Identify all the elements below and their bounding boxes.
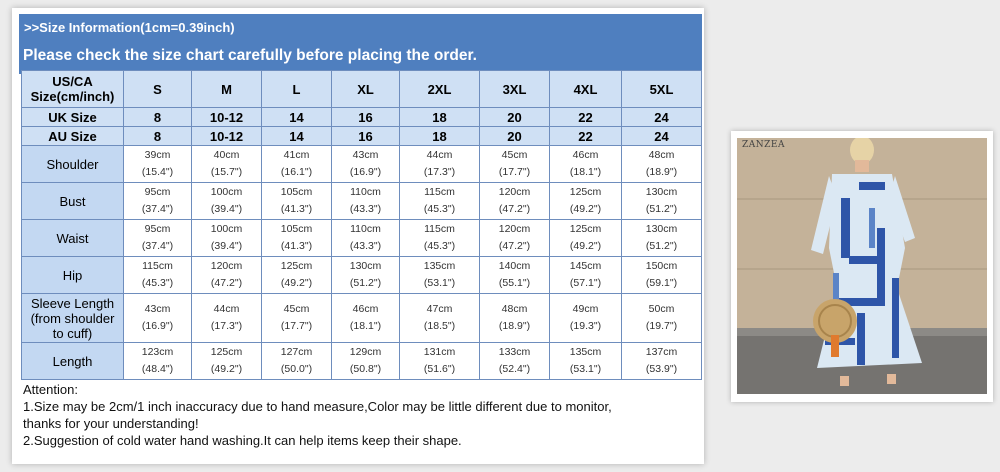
inch-value: (45.3") bbox=[141, 277, 174, 289]
measurement-label bbox=[22, 294, 124, 343]
au-size-cell: 8 bbox=[124, 127, 192, 146]
uk-size-label: UK Size bbox=[22, 108, 124, 127]
uk-size-cell: 16 bbox=[332, 108, 400, 127]
cm-value: 125cm bbox=[210, 346, 243, 358]
measurement-cell bbox=[332, 294, 400, 343]
measurement-cell bbox=[192, 183, 262, 220]
cm-value: 41cm bbox=[283, 149, 310, 161]
size-header: 5XL bbox=[622, 71, 702, 108]
measurement-cell bbox=[262, 343, 332, 380]
cm-value: 150cm bbox=[645, 260, 678, 272]
uk-size-cell: 20 bbox=[480, 108, 550, 127]
cm-value: 145cm bbox=[569, 260, 602, 272]
inch-value: (39.4") bbox=[210, 203, 243, 215]
inch-value: (49.2") bbox=[280, 277, 313, 289]
measurement-cell bbox=[124, 257, 192, 294]
size-info-title: >>Size Information(1cm=0.39inch) bbox=[24, 20, 235, 35]
inch-value: (18.9") bbox=[498, 320, 531, 332]
measurement-cell bbox=[332, 146, 400, 183]
measurement-cell bbox=[400, 183, 480, 220]
measurement-cell bbox=[622, 220, 702, 257]
measurement-row bbox=[22, 257, 702, 294]
measurement-cell bbox=[124, 183, 192, 220]
au-size-cell: 20 bbox=[480, 127, 550, 146]
inch-value: (49.2") bbox=[569, 240, 602, 252]
au-size-cell: 22 bbox=[550, 127, 622, 146]
measurement-label bbox=[22, 220, 124, 257]
cm-value: 115cm bbox=[142, 260, 173, 272]
uk-size-cell: 18 bbox=[400, 108, 480, 127]
measurement-cell bbox=[550, 220, 622, 257]
measurement-cell bbox=[192, 146, 262, 183]
inch-value: (17.3") bbox=[423, 166, 456, 178]
cm-value: 50cm bbox=[648, 303, 675, 315]
cm-value: 46cm bbox=[572, 149, 599, 161]
uk-size-cell: 10-12 bbox=[192, 108, 262, 127]
attention-heading: Attention: bbox=[23, 382, 78, 397]
attention-line-1: 1.Size may be 2cm/1 inch inaccuracy due to hand measure,Color may be little different due to monitor, bbox=[23, 399, 612, 414]
measurement-cell bbox=[262, 220, 332, 257]
au-size-cell: 10-12 bbox=[192, 127, 262, 146]
cm-value: 135cm bbox=[569, 346, 602, 358]
inch-value: (18.9") bbox=[645, 166, 678, 178]
cm-value: 129cm bbox=[349, 346, 382, 358]
inch-value: (16.9") bbox=[349, 166, 382, 178]
uk-size-cell: 24 bbox=[622, 108, 702, 127]
inch-value: (53.1") bbox=[569, 363, 602, 375]
model-dress-illustration bbox=[737, 138, 987, 394]
uk-size-cell: 22 bbox=[550, 108, 622, 127]
measurement-cell bbox=[124, 294, 192, 343]
inch-value: (43.3") bbox=[349, 203, 382, 215]
inch-value: (45.3") bbox=[423, 203, 456, 215]
cm-value: 48cm bbox=[501, 303, 528, 315]
measurement-cell bbox=[622, 257, 702, 294]
measurement-cell bbox=[550, 343, 622, 380]
size-check-notice: Please check the size chart carefully before placing the order. bbox=[23, 47, 477, 64]
cm-value: 47cm bbox=[426, 303, 453, 315]
size-header: M bbox=[192, 71, 262, 108]
measurement-cell bbox=[622, 146, 702, 183]
cm-value: 40cm bbox=[213, 149, 240, 161]
measurement-label-line: to cuff) bbox=[52, 325, 93, 341]
inch-value: (17.7") bbox=[280, 320, 313, 332]
inch-value: (15.4") bbox=[141, 166, 174, 178]
attention-line-1-cont: thanks for your understanding! bbox=[23, 416, 199, 431]
cm-value: 135cm bbox=[423, 260, 456, 272]
size-header: S bbox=[124, 71, 192, 108]
cm-value: 100cm bbox=[210, 186, 243, 198]
measurement-label-line: (from shoulder bbox=[30, 310, 115, 326]
uk-size-row bbox=[22, 108, 702, 127]
cm-value: 100cm bbox=[210, 223, 243, 235]
au-size-label: AU Size bbox=[22, 127, 124, 146]
cm-value: 39cm bbox=[144, 149, 171, 161]
au-size-row bbox=[22, 127, 702, 146]
cm-value: 130cm bbox=[645, 223, 678, 235]
cm-value: 43cm bbox=[352, 149, 379, 161]
inch-value: (16.1") bbox=[280, 166, 313, 178]
cm-value: 105cm bbox=[280, 223, 313, 235]
measurement-cell bbox=[262, 183, 332, 220]
measurement-cell bbox=[400, 220, 480, 257]
cm-value: 120cm bbox=[498, 186, 531, 198]
product-photo-frame bbox=[731, 131, 993, 402]
inch-value: (47.2") bbox=[498, 203, 531, 215]
cm-value: 125cm bbox=[569, 186, 602, 198]
au-size-cell: 18 bbox=[400, 127, 480, 146]
cm-value: 140cm bbox=[498, 260, 531, 272]
measurement-cell bbox=[480, 220, 550, 257]
inch-value: (47.2") bbox=[210, 277, 243, 289]
cm-value: 45cm bbox=[283, 303, 310, 315]
inch-value: (43.3") bbox=[349, 240, 382, 252]
inch-value: (17.7") bbox=[498, 166, 531, 178]
measurement-cell bbox=[262, 257, 332, 294]
inch-value: (51.2") bbox=[349, 277, 382, 289]
cm-value: 123cm bbox=[141, 346, 174, 358]
measurement-cell bbox=[192, 343, 262, 380]
inch-value: (55.1") bbox=[498, 277, 531, 289]
corner-label-line1: US/CA bbox=[52, 74, 93, 89]
measurement-cell bbox=[622, 343, 702, 380]
inch-value: (37.4") bbox=[141, 240, 174, 252]
measurement-label-line: Length bbox=[52, 353, 93, 369]
measurement-cell bbox=[480, 257, 550, 294]
cm-value: 95cm bbox=[144, 223, 171, 235]
measurement-cell bbox=[480, 294, 550, 343]
cm-value: 110cm bbox=[350, 223, 381, 235]
cm-value: 137cm bbox=[645, 346, 678, 358]
measurement-cell bbox=[262, 146, 332, 183]
measurement-label-line: Waist bbox=[56, 230, 89, 246]
measurement-cell bbox=[550, 257, 622, 294]
inch-value: (41.3") bbox=[280, 203, 313, 215]
measurement-cell bbox=[550, 183, 622, 220]
measurement-cell bbox=[124, 220, 192, 257]
cm-value: 127cm bbox=[280, 346, 313, 358]
au-size-cell: 14 bbox=[262, 127, 332, 146]
cm-value: 125cm bbox=[569, 223, 602, 235]
measurement-cell bbox=[332, 343, 400, 380]
inch-value: (51.2") bbox=[645, 240, 678, 252]
uk-size-cell: 8 bbox=[124, 108, 192, 127]
measurement-row bbox=[22, 294, 702, 343]
measurement-label-line: Hip bbox=[62, 267, 83, 283]
measurement-cell bbox=[480, 343, 550, 380]
attention-line-2: 2.Suggestion of cold water hand washing.It can help items keep their shape. bbox=[23, 433, 462, 448]
size-header: XL bbox=[332, 71, 400, 108]
inch-value: (59.1") bbox=[645, 277, 678, 289]
cm-value: 125cm bbox=[280, 260, 313, 272]
measurement-cell bbox=[262, 294, 332, 343]
cm-value: 133cm bbox=[498, 346, 531, 358]
measurement-row bbox=[22, 343, 702, 380]
cm-value: 44cm bbox=[213, 303, 240, 315]
measurement-cell bbox=[124, 146, 192, 183]
measurement-cell bbox=[622, 183, 702, 220]
measurement-cell bbox=[400, 343, 480, 380]
corner-label-line2: Size(cm/inch) bbox=[30, 89, 115, 104]
cm-value: 105cm bbox=[280, 186, 313, 198]
measurement-cell bbox=[400, 294, 480, 343]
size-header: 3XL bbox=[480, 71, 550, 108]
corner-label bbox=[22, 71, 124, 108]
inch-value: (52.4") bbox=[498, 363, 531, 375]
cm-value: 120cm bbox=[498, 223, 531, 235]
inch-value: (49.2") bbox=[210, 363, 243, 375]
measurement-row bbox=[22, 183, 702, 220]
inch-value: (18.1") bbox=[569, 166, 602, 178]
cm-value: 131cm bbox=[423, 346, 456, 358]
au-size-cell: 24 bbox=[622, 127, 702, 146]
inch-value: (39.4") bbox=[210, 240, 243, 252]
cm-value: 115cm bbox=[424, 223, 455, 235]
inch-value: (53.9") bbox=[645, 363, 678, 375]
brand-logo: ZANZEA bbox=[742, 140, 785, 150]
measurement-cell bbox=[400, 257, 480, 294]
measurement-cell bbox=[124, 343, 192, 380]
measurement-cell bbox=[332, 220, 400, 257]
cm-value: 130cm bbox=[349, 260, 382, 272]
measurement-cell bbox=[400, 146, 480, 183]
measurement-label bbox=[22, 146, 124, 183]
inch-value: (18.1") bbox=[349, 320, 382, 332]
inch-value: (53.1") bbox=[423, 277, 456, 289]
inch-value: (51.2") bbox=[645, 203, 678, 215]
cm-value: 115cm bbox=[424, 186, 455, 198]
size-header: 2XL bbox=[400, 71, 480, 108]
inch-value: (57.1") bbox=[569, 277, 602, 289]
measurement-row bbox=[22, 146, 702, 183]
inch-value: (47.2") bbox=[498, 240, 531, 252]
cm-value: 46cm bbox=[352, 303, 379, 315]
au-size-cell: 16 bbox=[332, 127, 400, 146]
inch-value: (17.3") bbox=[210, 320, 243, 332]
inch-value: (18.5") bbox=[423, 320, 456, 332]
measurement-cell bbox=[622, 294, 702, 343]
inch-value: (19.3") bbox=[569, 320, 602, 332]
product-photo bbox=[737, 138, 987, 394]
inch-value: (51.6") bbox=[423, 363, 456, 375]
inch-value: (49.2") bbox=[569, 203, 602, 215]
measurement-cell bbox=[192, 294, 262, 343]
cm-value: 45cm bbox=[501, 149, 528, 161]
measurement-row bbox=[22, 220, 702, 257]
inch-value: (50.0") bbox=[280, 363, 313, 375]
inch-value: (15.7") bbox=[210, 166, 243, 178]
measurement-label-line: Bust bbox=[59, 193, 86, 209]
inch-value: (16.9") bbox=[141, 320, 174, 332]
measurement-cell bbox=[192, 220, 262, 257]
inch-value: (19.7") bbox=[645, 320, 678, 332]
inch-value: (37.4") bbox=[141, 203, 174, 215]
inch-value: (48.4") bbox=[141, 363, 174, 375]
measurement-cell bbox=[192, 257, 262, 294]
size-header: L bbox=[262, 71, 332, 108]
measurement-label bbox=[22, 343, 124, 380]
inch-value: (50.8") bbox=[349, 363, 382, 375]
cm-value: 49cm bbox=[572, 303, 599, 315]
measurement-cell bbox=[332, 257, 400, 294]
attention-notes bbox=[23, 381, 703, 449]
size-table bbox=[21, 70, 702, 380]
measurement-cell bbox=[480, 183, 550, 220]
cm-value: 110cm bbox=[350, 186, 381, 198]
measurement-label-line: Shoulder bbox=[46, 156, 99, 172]
us-size-row bbox=[22, 71, 702, 108]
measurement-cell bbox=[550, 294, 622, 343]
measurement-cell bbox=[550, 146, 622, 183]
cm-value: 95cm bbox=[144, 186, 171, 198]
cm-value: 130cm bbox=[645, 186, 678, 198]
measurement-label-line: Sleeve Length bbox=[30, 295, 115, 311]
size-header: 4XL bbox=[550, 71, 622, 108]
size-chart-header bbox=[19, 14, 702, 74]
measurement-cell bbox=[332, 183, 400, 220]
cm-value: 120cm bbox=[210, 260, 243, 272]
cm-value: 44cm bbox=[426, 149, 453, 161]
measurement-label bbox=[22, 183, 124, 220]
uk-size-cell: 14 bbox=[262, 108, 332, 127]
size-table-body bbox=[22, 71, 702, 380]
size-chart-card bbox=[12, 8, 704, 464]
measurement-label bbox=[22, 257, 124, 294]
measurement-cell bbox=[480, 146, 550, 183]
inch-value: (41.3") bbox=[280, 240, 313, 252]
cm-value: 43cm bbox=[144, 303, 171, 315]
inch-value: (45.3") bbox=[423, 240, 456, 252]
cm-value: 48cm bbox=[648, 149, 675, 161]
